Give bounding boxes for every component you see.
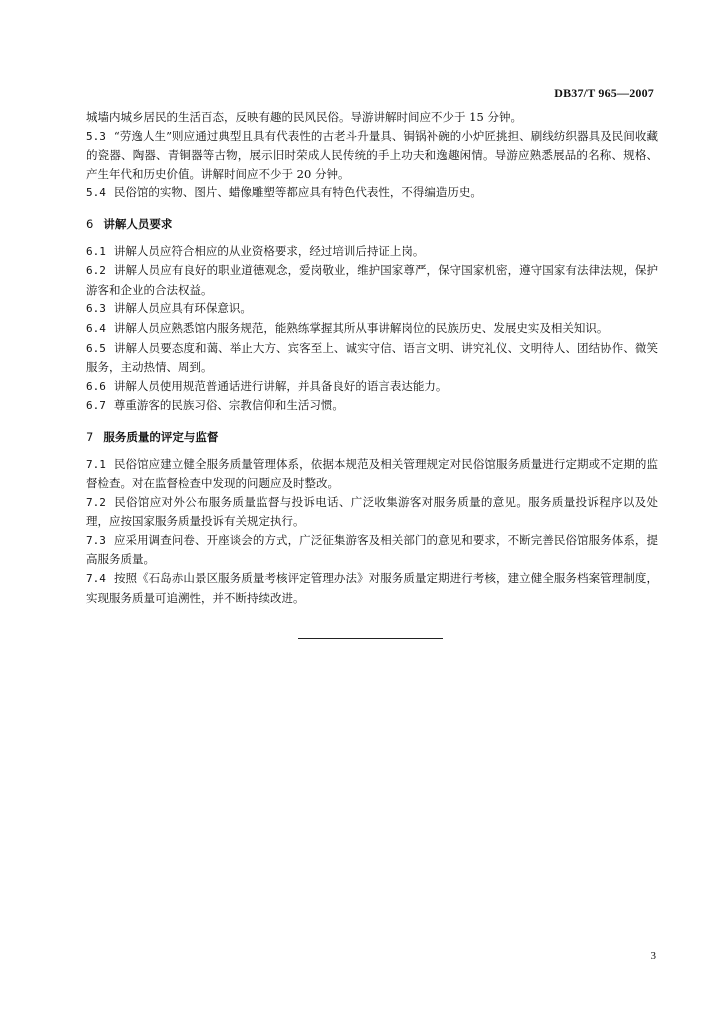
clause-7-4 bbox=[86, 569, 658, 607]
clause-number: 6.2 bbox=[86, 264, 106, 278]
clause-number: 7.3 bbox=[86, 533, 106, 547]
clause-text: “劳逸人生”则应通过典型且具有代表性的古老斗升量具、锔锅补碗的小炉匠挑担、刷线纺织器具及民间收藏的瓷器、陶器、青铜器等古物，展示旧时荣成人民传统的手上功夫和逸趣闲情。导游应熟悉展品的名称、规格、产生年代和历史价值。讲解时间应不少于 20 分钟。 bbox=[86, 128, 658, 181]
clause-number: 6.5 bbox=[86, 341, 106, 355]
section-title: 服务质量的评定与监督 bbox=[103, 429, 219, 444]
clause-number: 6.7 bbox=[86, 399, 106, 413]
section-title: 讲解人员要求 bbox=[103, 216, 173, 231]
clause-text: 按照《石岛赤山景区服务质量考核评定管理办法》对服务质量定期进行考核，建立健全服务档案管理制度，实现服务质量可追溯性，并不断持续改进。 bbox=[86, 571, 658, 605]
clause-text: 讲解人员要态度和蔼、举止大方、宾客至上、诚实守信、语言文明、讲究礼仪、文明待人、团结协作、微笑服务，主动热情、周到。 bbox=[86, 340, 658, 375]
clause-5-4 bbox=[86, 183, 658, 203]
document-body bbox=[86, 108, 658, 607]
clause-text: 应采用调查问卷、开座谈会的方式，广泛征集游客及相关部门的意见和要求，不断完善民俗馆服务体系，提高服务质量。 bbox=[86, 532, 658, 567]
clause-6-2 bbox=[86, 261, 658, 299]
section-number: 6 bbox=[86, 216, 94, 231]
clause-text: 讲解人员使用规范普通话进行讲解，并具备良好的语言表达能力。 bbox=[113, 378, 448, 393]
clause-text: 民俗馆应对外公布服务质量监督与投诉电话、广泛收集游客对服务质量的意见。服务质量投诉程序以及处理，应按国家服务质量投诉有关规定执行。 bbox=[86, 494, 658, 529]
clause-7-1 bbox=[86, 455, 658, 493]
clause-number: 6.4 bbox=[86, 321, 106, 335]
clause-7-3 bbox=[86, 531, 658, 569]
section-6-heading bbox=[86, 215, 658, 234]
clause-number: 5.3 bbox=[86, 129, 106, 143]
clause-number: 7.1 bbox=[86, 457, 106, 471]
clause-6-6 bbox=[86, 377, 658, 397]
page-number: 3 bbox=[650, 950, 656, 962]
continuation-paragraph: 城墙内城乡居民的生活百态，反映有趣的民风民俗。导游讲解时间应不少于 15 分钟。 bbox=[86, 110, 522, 124]
end-of-document-rule bbox=[298, 638, 443, 639]
clause-text: 讲解人员应熟悉馆内服务规范，能熟练掌握其所从事讲解岗位的民族历史、发展史实及相关知识。 bbox=[113, 320, 609, 335]
clause-number: 7.2 bbox=[86, 495, 106, 509]
clause-7-2 bbox=[86, 493, 658, 531]
clause-number: 6.6 bbox=[86, 379, 106, 393]
clause-text: 讲解人员应符合相应的从业资格要求，经过培训后持证上岗。 bbox=[113, 243, 425, 258]
clause-number: 7.4 bbox=[86, 572, 106, 586]
clause-text: 讲解人员应有良好的职业道德观念，爱岗敬业，维护国家尊严，保守国家机密，遵守国家有法律法规，保护游客和企业的合法权益。 bbox=[86, 263, 658, 297]
clause-5-3 bbox=[86, 127, 658, 184]
clause-6-1 bbox=[86, 242, 658, 262]
section-7-heading bbox=[86, 428, 658, 447]
clause-text: 尊重游客的民族习俗、宗教信仰和生活习惯。 bbox=[113, 398, 344, 413]
clause-number: 6.1 bbox=[86, 244, 106, 258]
section-number: 7 bbox=[86, 429, 94, 444]
clause-6-5 bbox=[86, 339, 658, 377]
clause-text: 讲解人员应具有环保意识。 bbox=[113, 301, 252, 316]
clause-number: 6.3 bbox=[86, 302, 106, 316]
clause-6-7 bbox=[86, 396, 658, 416]
clause-6-4 bbox=[86, 319, 658, 339]
clause-6-3 bbox=[86, 299, 658, 319]
clause-text: 民俗馆应建立健全服务质量管理体系，依据本规范及相关管理规定对民俗馆服务质量进行定期或不定期的监督检查。对在监督检查中发现的问题应及时整改。 bbox=[86, 456, 658, 491]
standard-code: DB37/T 965—2007 bbox=[554, 86, 654, 100]
clause-text: 民俗馆的实物、图片、蜡像雕塑等都应具有特色代表性，不得编造历史。 bbox=[113, 185, 482, 200]
clause-number: 5.4 bbox=[86, 186, 106, 200]
